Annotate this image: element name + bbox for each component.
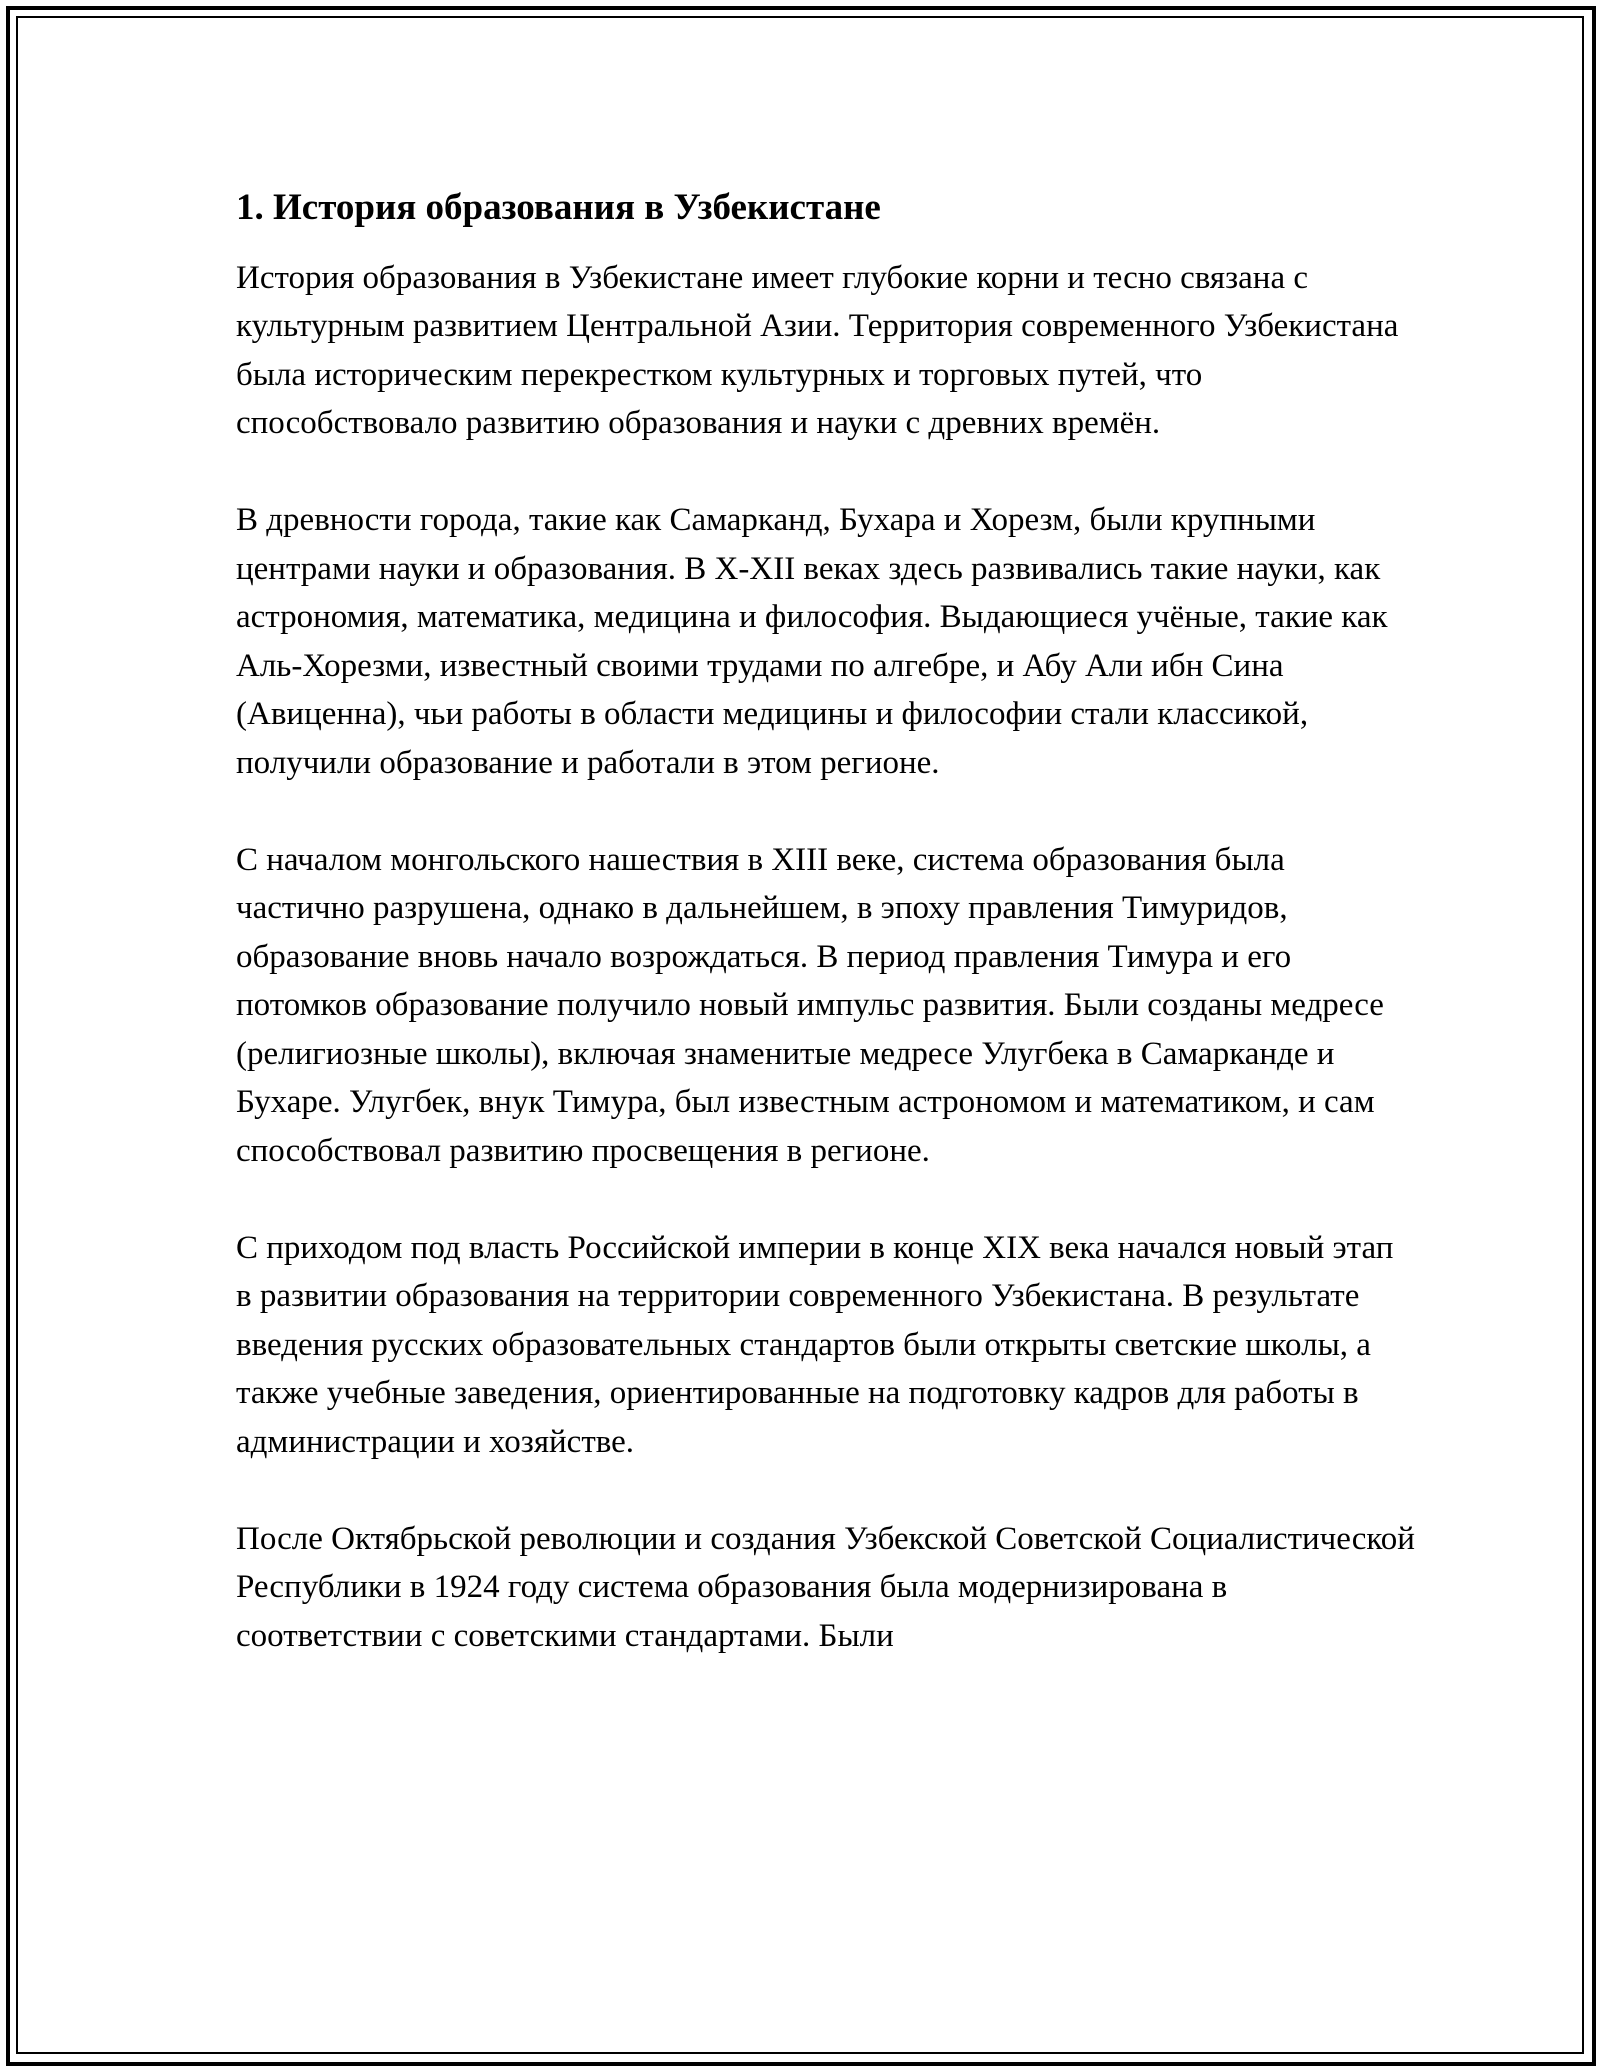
paragraph-timurid-era: С началом монгольского нашествия в XIII веке, система образования была частично разрушена, однако в дальнейшем, в эпоху правления Тимуридов, образование вновь начало возрождаться. В период правления Тимура и его потомков образование получило новый импульс развития. Были созданы медресе (религиозные школы), включая знаменитые медресе Улугбека в Самарканде и Бухаре. Улугбек, внук Тимура, был известным астрономом и математиком, и сам способствовал развитию просвещения в регионе. xyxy=(236,841,1384,1169)
document-body xyxy=(236,180,1416,1709)
paragraph-intro: История образования в Узбекистане имеет глубокие корни и тесно связана с культурным развитием Центральной Азии. Территория современного Узбекистана была историческим перекрестком культурных и торговых путей, что способствовало развитию образования и науки с древних времён. xyxy=(236,259,1399,441)
section-heading: 1. История образования в Узбекистане xyxy=(236,187,881,228)
paragraph-ancient-centers: В древности города, такие как Самарканд, Бухара и Хорезм, были крупными центрами науки и образования. В X-XII веках здесь развивались такие науки, как астрономия, математика, медицина и философия. Выдающиеся учёные, такие как Аль-Хорезми, известный своими трудами по алгебре, и Абу Али ибн Сина (Авиценна), чьи работы в области медицины и философии стали классикой, получили образование и работали в этом регионе. xyxy=(236,502,1388,781)
paragraph-soviet-era: После Октябрьской революции и создания Узбекской Советской Социалистической Республики в 1924 году система образования была модернизирована в соответствии с советскими стандартами. Были xyxy=(236,1520,1415,1654)
paragraph-russian-empire: С приходом под власть Российской империи в конце XIX века начался новый этап в развитии образования на территории современного Узбекистана. В результате введения русских образовательных стандартов были открыты светские школы, а также учебные заведения, ориентированные на подготовку кадров для работы в администрации и хозяйстве. xyxy=(236,1229,1394,1460)
